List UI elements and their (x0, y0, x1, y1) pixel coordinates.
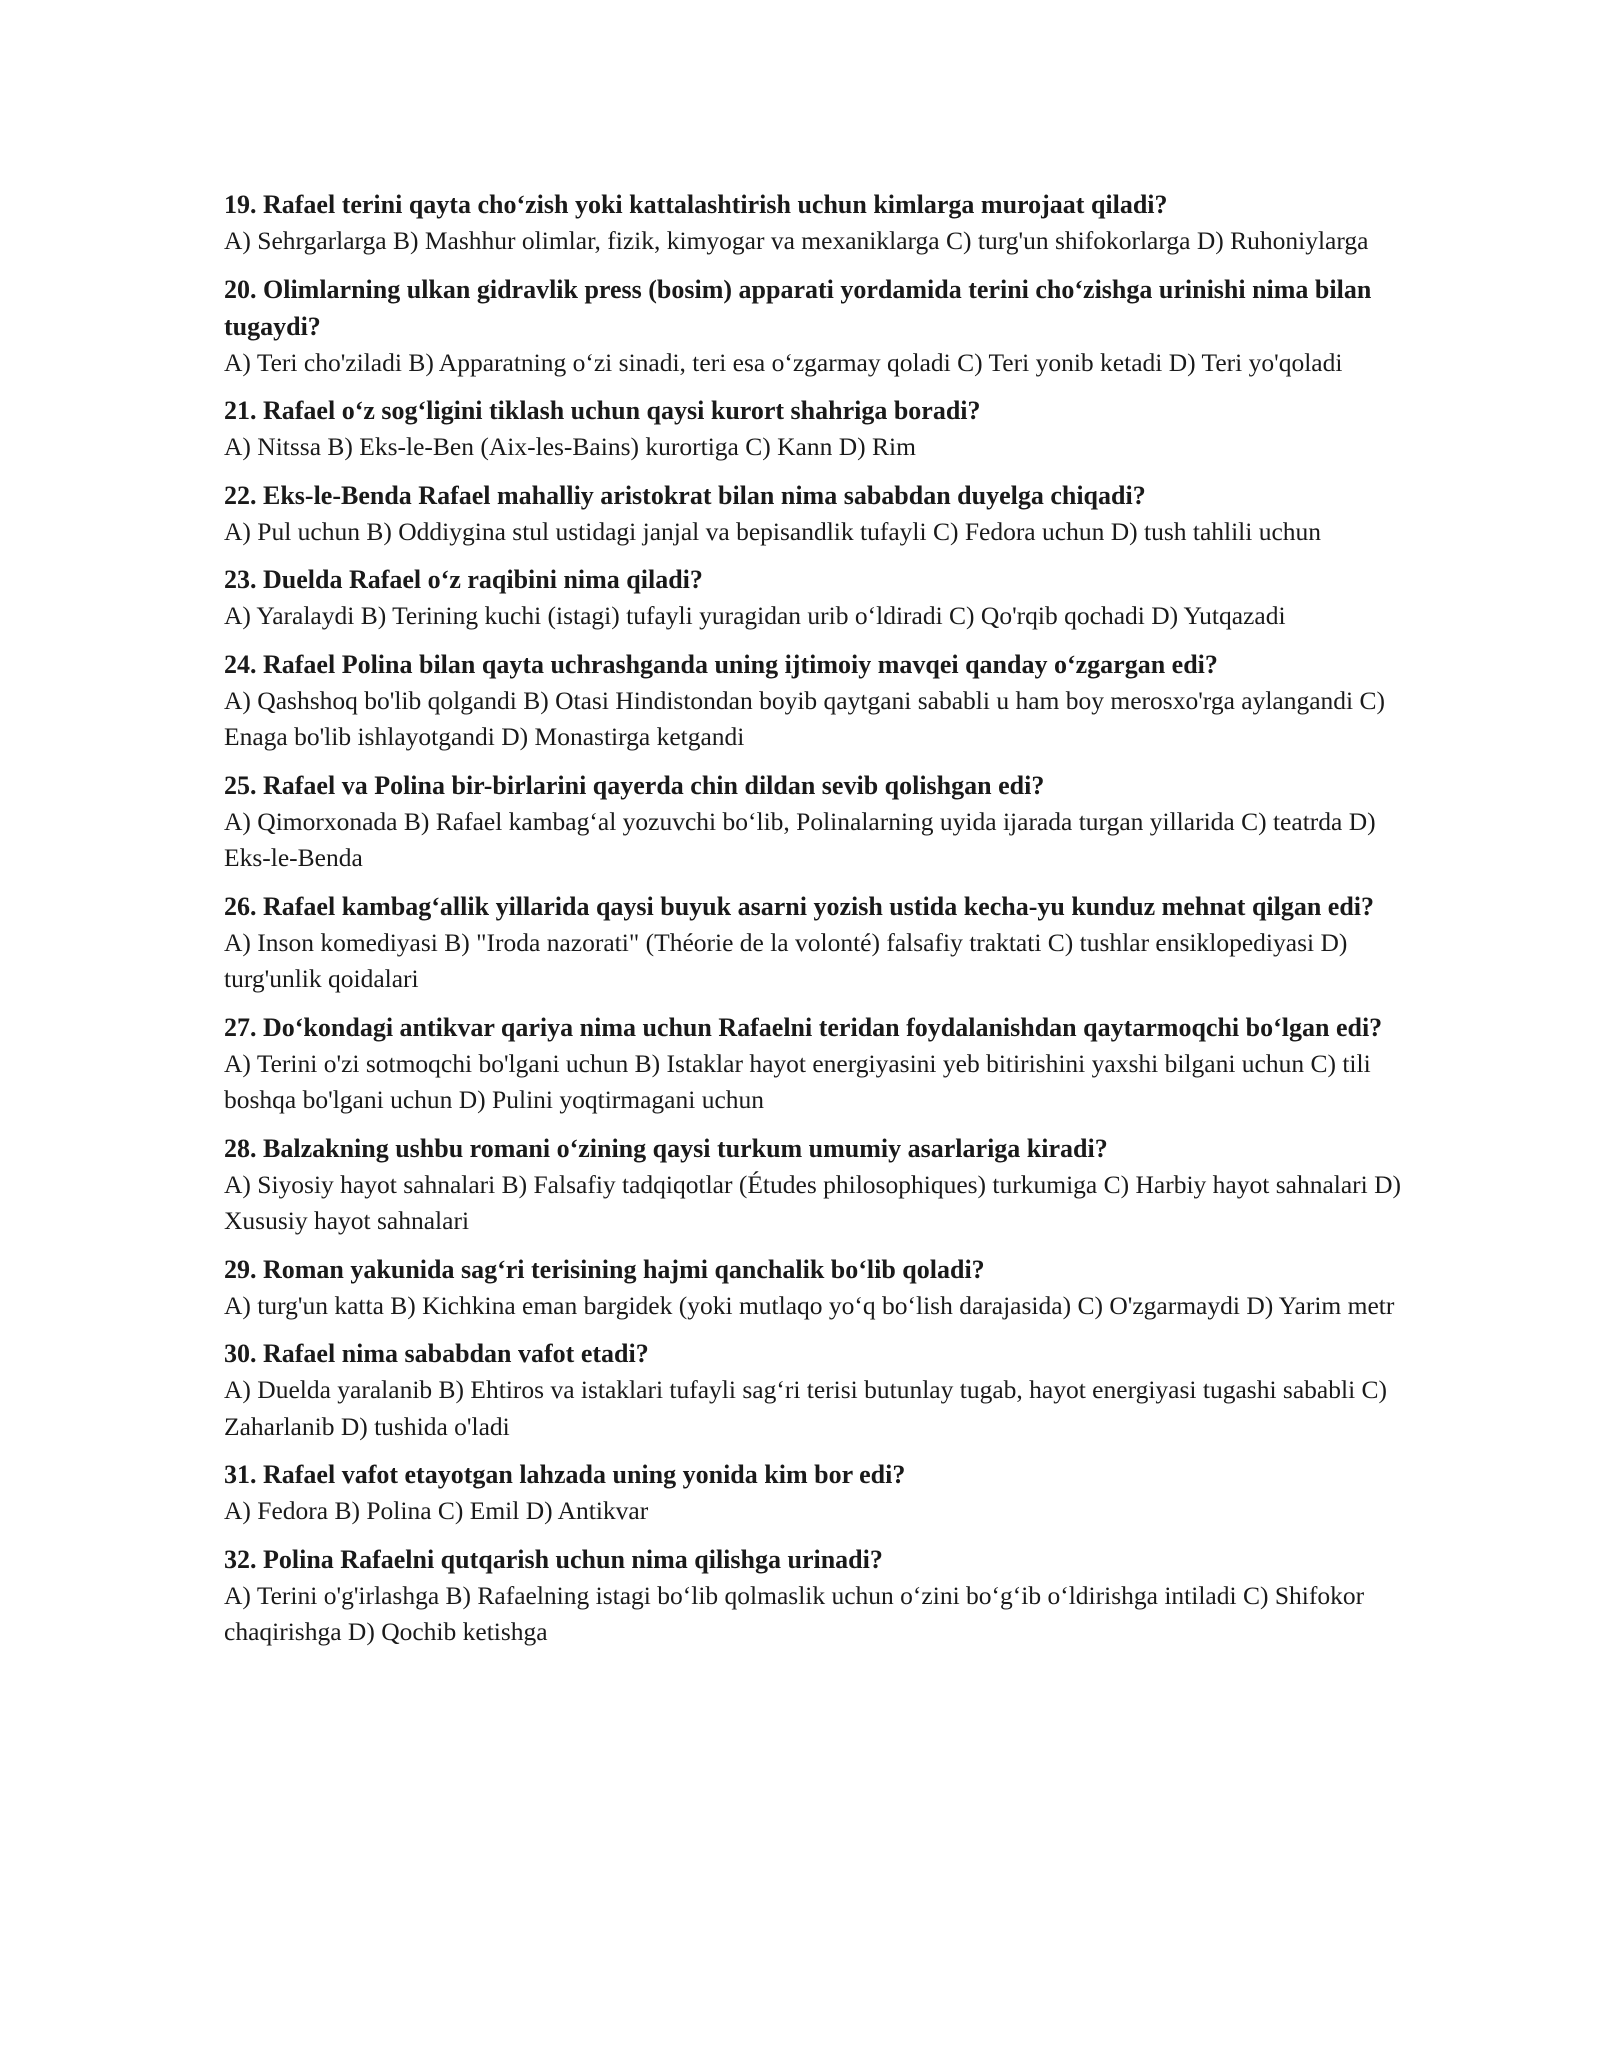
question-item-24 (224, 646, 1408, 756)
question-item-19 (224, 186, 1408, 260)
question-item-27 (224, 1009, 1408, 1119)
question-item-20 (224, 271, 1408, 382)
question-list (224, 186, 1408, 1662)
question-text: 24. Rafael Polina bilan qayta uchrashganda uning ijtimoiy mavqei qanday oʻzgargan edi? (224, 649, 1218, 679)
answer-options: A) Yaralaydi B) Terining kuchi (istagi) tufayli yuragidan urib oʻldiradi C) Qo'rqib qochadi D) Yutqazadi (224, 601, 1286, 630)
answer-options: A) Teri cho'ziladi B) Apparatning oʻzi sinadi, teri esa oʻzgarmay qoladi C) Teri yonib ketadi D) Teri yo'qoladi (224, 347, 1343, 377)
answer-options: A) turg'un katta B) Kichkina eman bargidek (yoki mutlaqo yoʻq boʻlish darajasida) C) O'zgarmaydi D) Yarim metr (224, 1290, 1395, 1320)
question-item-21 (224, 392, 1408, 466)
question-item-30 (224, 1335, 1408, 1445)
question-text: 21. Rafael oʻz sogʻligini tiklash uchun qaysi kurort shahriga boradi? (224, 396, 981, 425)
question-item-23 (224, 561, 1408, 635)
answer-options: A) Siyosiy hayot sahnalari B) Falsafiy tadqiqotlar (Études philosophiques) turkumiga C) Harbiy hayot sahnalari D) Xususiy hayot sahnalari (224, 1169, 1402, 1235)
answer-options: A) Nitssa B) Eks-le-Ben (Aix-les-Bains) kurortiga C) Kann D) Rim (224, 432, 916, 461)
answer-options: A) Inson komediyasi B) "Iroda nazorati" (Théorie de la volonté) falsafiy traktati C) tushlar ensiklopediyasi D) turg'unlik qoidalari (224, 927, 1348, 993)
answer-options: A) Terini o'zi sotmoqchi bo'lgani uchun B) Istaklar hayot energiyasini yeb bitirishini yaxshi bilgani uchun C) tili boshqa bo'lgani uchun D) Pulini yoqtirmagani uchun (224, 1048, 1371, 1114)
question-item-32 (224, 1541, 1408, 1651)
question-text: 32. Polina Rafaelni qutqarish uchun nima qilishga urinadi? (224, 1544, 883, 1574)
answer-options: A) Duelda yaralanib B) Ehtiros va istaklari tufayli sagʻri terisi butunlay tugab, hayot energiyasi tugashi sababli C) Zaharlanib D) tushida o'ladi (224, 1375, 1388, 1441)
answer-options: A) Pul uchun B) Oddiygina stul ustidagi janjal va bepisandlik tufayli C) Fedora uchun D) tush tahlili uchun (224, 516, 1322, 546)
question-text: 22. Eks-le-Benda Rafael mahalliy aristokrat bilan nima sababdan duyelga chiqadi? (224, 480, 1146, 510)
answer-options: A) Qimorxonada B) Rafael kambagʻal yozuvchi boʻlib, Polinalarning uyida ijarada turgan yillarida C) teatrda D) Eks-le-Benda (224, 806, 1376, 872)
question-text: 27. Doʻkondagi antikvar qariya nima uchun Rafaelni teridan foydalanishdan qaytarmoqchi boʻlgan edi? (224, 1012, 1383, 1042)
question-item-29 (224, 1251, 1408, 1325)
question-text: 29. Roman yakunida sagʻri terisining hajmi qanchalik boʻlib qoladi? (224, 1254, 985, 1284)
question-item-26 (224, 888, 1408, 998)
answer-options: A) Sehrgarlarga B) Mashhur olimlar, fizik, kimyogar va mexaniklarga C) turg'un shifokorlarga D) Ruhoniylarga (224, 226, 1369, 255)
question-text: 31. Rafael vafot etayotgan lahzada uning yonida kim bor edi? (224, 1460, 906, 1489)
question-text: 26. Rafael kambagʻallik yillarida qaysi buyuk asarni yozish ustida kecha-yu kunduz mehnat qilgan edi? (224, 891, 1375, 921)
question-text: 30. Rafael nima sababdan vafot etadi? (224, 1339, 649, 1368)
question-item-22 (224, 477, 1408, 551)
question-text: 28. Balzakning ushbu romani oʻzining qaysi turkum umumiy asarlariga kiradi? (224, 1133, 1108, 1163)
question-item-25 (224, 767, 1408, 877)
question-item-31 (224, 1456, 1408, 1530)
question-item-28 (224, 1130, 1408, 1240)
answer-options: A) Fedora B) Polina C) Emil D) Antikvar (224, 1496, 649, 1525)
answer-options: A) Qashshoq bo'lib qolgandi B) Otasi Hindistondan boyib qaytgani sababli u ham boy merosxo'rga aylangandi C) Enaga bo'lib ishlayotgandi D) Monastirga ketgandi (224, 685, 1386, 751)
answer-options: A) Terini o'g'irlashga B) Rafaelning istagi boʻlib qolmaslik uchun oʻzini boʻgʻib oʻldirishga intiladi C) Shifokor chaqirishga D) Qochib ketishga (224, 1580, 1365, 1646)
question-text: 20. Olimlarning ulkan gidravlik press (bosim) apparati yordamida terini choʻzishga urinishi nima bilan tugaydi? (224, 274, 1372, 341)
question-text: 25. Rafael va Polina bir-birlarini qayerda chin dildan sevib qolishgan edi? (224, 770, 1045, 800)
question-text: 19. Rafael terini qayta choʻzish yoki kattalashtirish uchun kimlarga murojaat qiladi? (224, 190, 1168, 219)
question-text: 23. Duelda Rafael oʻz raqibini nima qiladi? (224, 565, 703, 594)
